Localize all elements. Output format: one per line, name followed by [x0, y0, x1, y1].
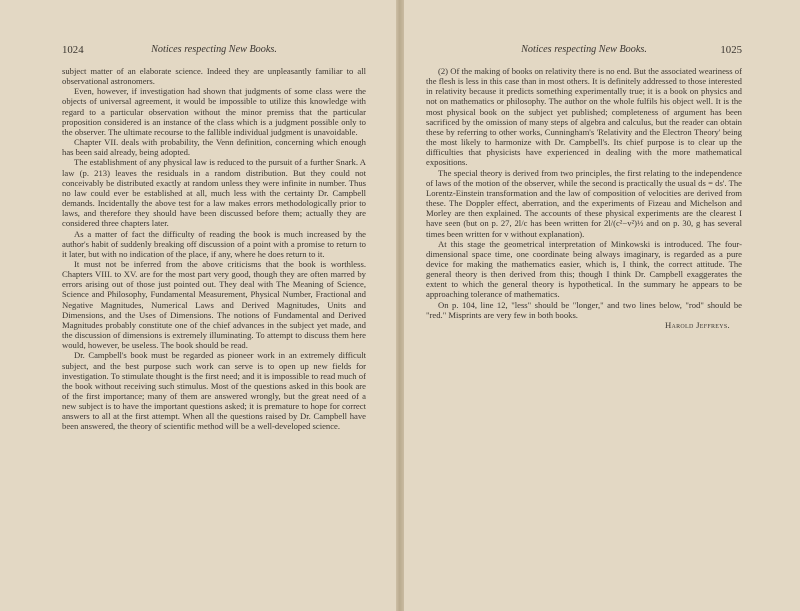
paragraph: On p. 104, line 12, "less" should be "longer," and two lines below, "rod" should be "red." Misprints are very few in both books.: [426, 299, 742, 320]
running-head-left: Notices respecting New Books.: [151, 44, 277, 55]
right-page: [404, 0, 800, 611]
left-page-body: [62, 66, 366, 432]
left-page-header: [62, 44, 366, 60]
paragraph: It must not be inferred from the above criticisms that the book is worthless. Chapters VIII. to XV. are for the most part very good, though they are often marred by errors arising out of those just pointed out. They deal with The Meaning of Science, Science and Philosophy, Fundamental Measurement, Physical Number, Fractional and Negative Magnitudes, Numerical Laws and Derived Magnitudes, Units and Dimensions, and the Uses of Dimensions. The notions of Fundamental and Derived Magnitudes probably constitute one of the chief advances in the subject yet made, and the discussion of dimensions is extremely illuminating. To attempt to discuss them here would, however, be useless. The book should be read.: [62, 258, 366, 351]
author-signature: Harold Jeffreys.: [664, 319, 730, 330]
paragraph: As a matter of fact the difficulty of reading the book is much increased by the author's habit of suddenly breaking off discussion of a point with a promise to return to it later, but with no indication of the place, if any, where he does return to it.: [62, 228, 366, 259]
running-head-right: Notices respecting New Books.: [521, 44, 647, 55]
right-page-header: [426, 44, 742, 60]
paragraph: Chapter VII. deals with probability, the Venn definition, concerning which enough has been said already, being adopted.: [62, 137, 366, 158]
right-page-body: [426, 66, 742, 330]
paragraph: (2) Of the making of books on relativity there is no end. But the associated weariness of the flesh is less in this case than in most others. It is definitely addressed to those interested in relativity because it predicts something experimentally true; it is a book on physics and not on mathematics or philosophy. The author on the whole fulfils his object well. It is the most physical book on the subject yet published; completeness of argument has been sacrificed by the omission of many steps of algebra and calculus, but the reader can obtain these by referring to other works, Cunningham's 'Relativity and the Electron Theory' being the most likely to harmonize with Dr. Campbell's. Its chief purpose is to clear up the difficulties that physicists have experienced in dealing with the more mathematical expositions.: [426, 66, 742, 168]
paragraph: subject matter of an elaborate science. Indeed they are unpleasantly familiar to all observational astronomers.: [62, 66, 366, 87]
page-number-left: 1024: [62, 44, 84, 56]
paragraph: The special theory is derived from two principles, the first relating to the independence of laws of the motion of the observer, while the second is practically the usual ds = ds'. The Lorentz-Einstein transformation and the law of composition of velocities are derived from these. The Doppler effect, aberration, and the experiments of Fizeau and Michelson and Morley are then explained. The accounts of these physical experiments are the clearest I have seen (but on p. 27, 2l/c has been written for 2l/(c²−v²)½ and on p. 30, g has several times been written for v without explanation).: [426, 167, 742, 239]
paragraph: Even, however, if investigation had shown that judgments of some class were the objects of universal agreement, it would be impossible to utilize this knowledge with regard to a particular observation without the minor premiss that the particular proposition considered is an instance of the class which is a judgment possible only to the observer. The ultimate recourse to the fallible individual judgment is unavoidable.: [62, 86, 366, 137]
book-gutter: [396, 0, 404, 611]
page-number-right: 1025: [720, 44, 742, 56]
paragraph: Dr. Campbell's book must be regarded as pioneer work in an extremely difficult subject, and the best purpose such work can serve is to open up new fields for investigation. To stimulate thought is the first need; and it is impossible to read much of the book without receiving such stimulus. Most of the questions asked in this book are of the first importance; many of them are answered wrongly, but the great need of a new subject is to have the important questions asked; it is premature to hope for correct answers to all at the first attempt. When all the questions raised by Dr. Campbell have been answered, the theory of scientific method will be a well-developed science.: [62, 350, 366, 432]
paragraph: The establishment of any physical law is reduced to the pursuit of a further Snark. A law (p. 213) leaves the residuals in a random distribution. But they could not conceivably be distributed exactly at random unless they were infinite in number. Thus no law could ever be established at all, much less with the certainty Dr. Campbell demands. Incidentally the above test for a law makes errors methodologically prior to laws, and therefore they should have been discussed before them; actually they are considered three chapters later.: [62, 157, 366, 229]
paragraph: At this stage the geometrical interpretation of Minkowski is introduced. The four-dimensional space time, one coordinate being always imaginary, is regarded as a pure device for making the mathematics easier, which is, I think, the correct attitude. The general theory is then derived from this; though I think Dr. Campbell exaggerates the extent to which the general theory is hypothetical. In the summary he appears to be approaching tolerance of mathematics.: [426, 238, 742, 300]
left-page: [0, 0, 396, 611]
